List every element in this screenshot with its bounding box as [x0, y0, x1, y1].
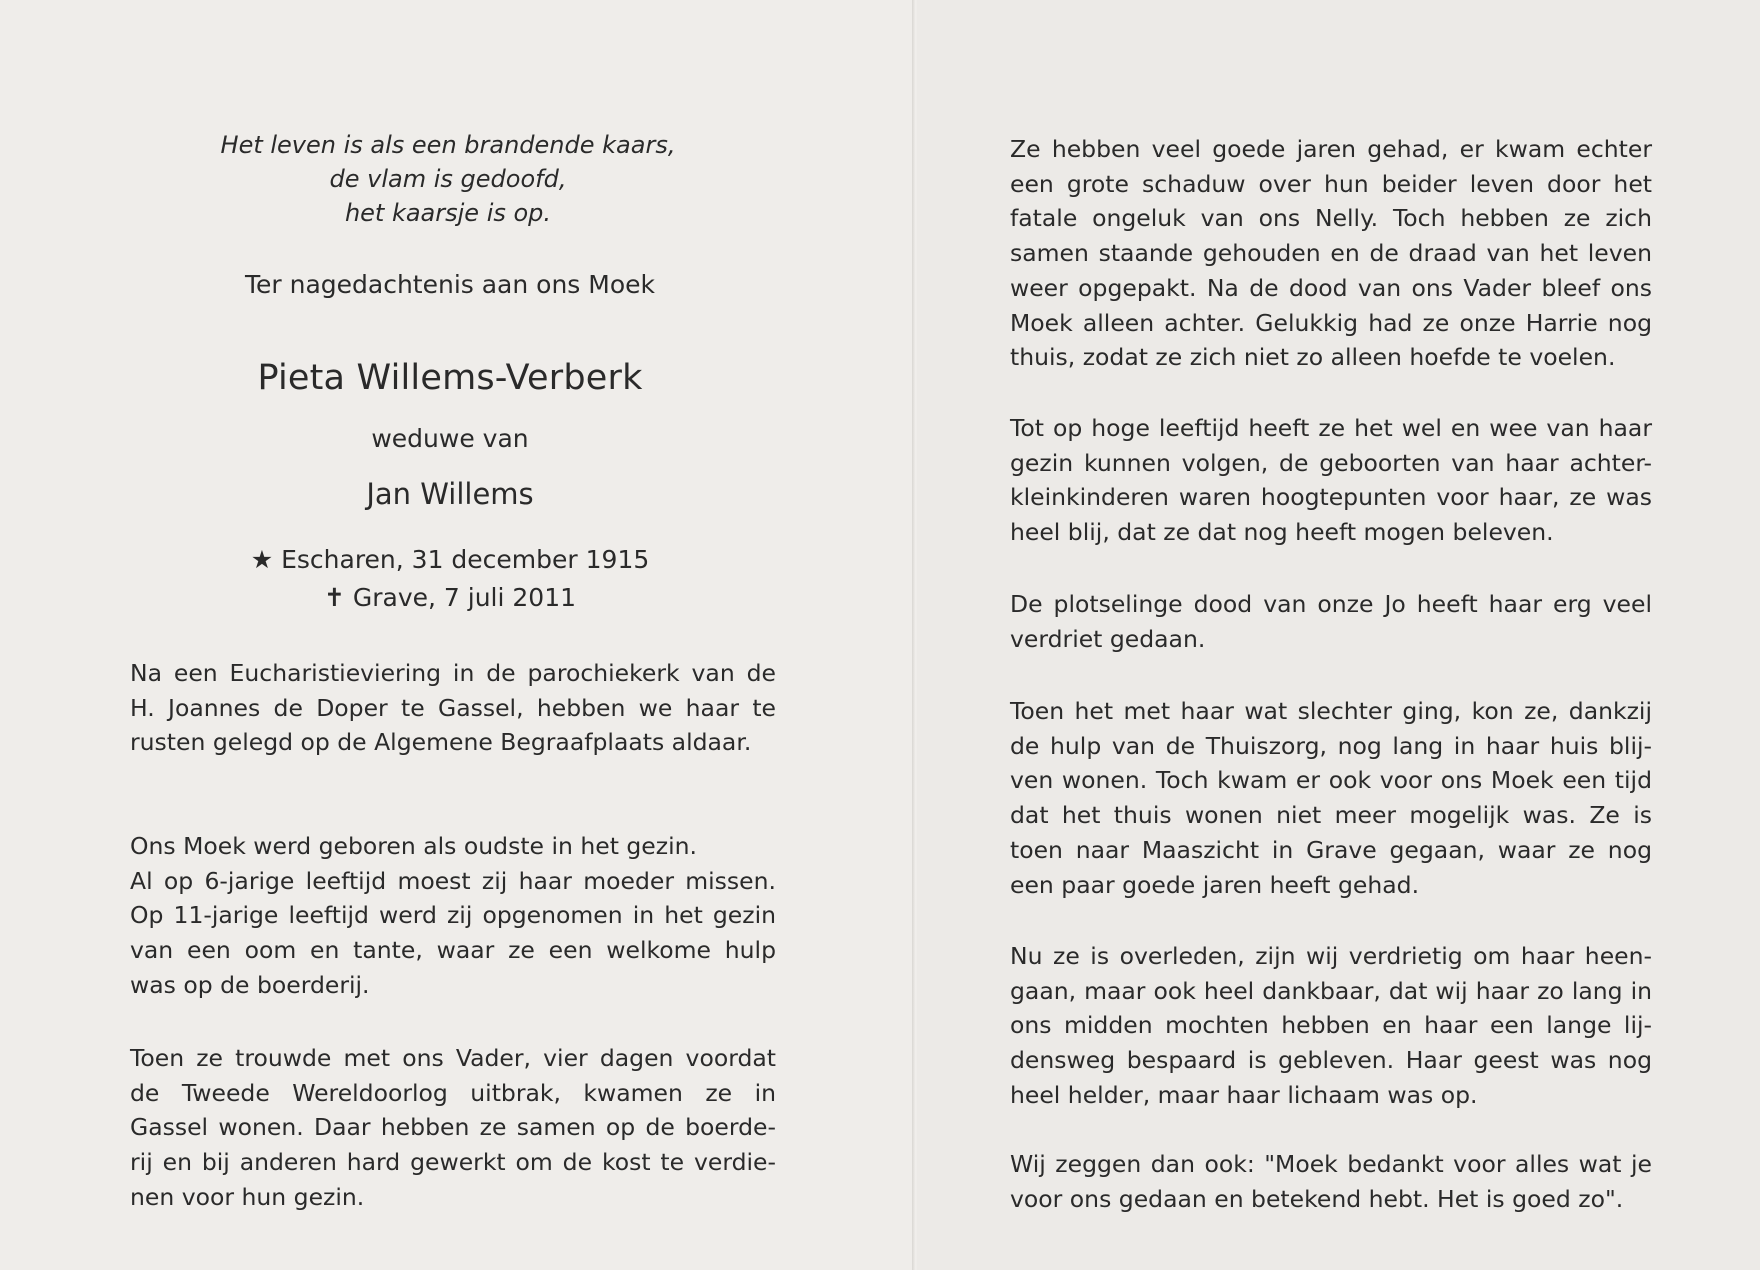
poem-line: het kaarsje is op.: [344, 199, 552, 227]
text-line: H. Joannes de Doper te Gassel, hebben we haar te: [130, 693, 776, 722]
text-line: kleinkinderen waren hoogtepunten voor haar, ze was: [1010, 483, 1652, 512]
text-line: densweg bespaard is gebleven. Haar geest was nog: [1010, 1046, 1652, 1075]
childhood-paragraph: [130, 829, 776, 1003]
text-line: ons midden mochten hebben en haar een lange lij-: [1010, 1011, 1652, 1040]
text-line: weer opgepakt. Na de dood van ons Vader bleef ons: [1010, 273, 1652, 302]
poem-line: de vlam is gedoofd,: [329, 165, 567, 193]
text-line: van een oom en tante, waar ze een welkome hulp: [130, 936, 776, 965]
text-line: gaan, maar ook heel dankbaar, dat wij haar zo lang in: [1010, 976, 1652, 1005]
birth-line: ★ Escharen, 31 december 1915: [250, 545, 650, 574]
text-line: heel helder, maar haar lichaam was op.: [1010, 1080, 1478, 1109]
text-line: heel blij, dat ze dat nog heeft mogen beleven.: [1010, 518, 1554, 547]
text-line: de hulp van de Thuiszorg, nog lang in haar huis blij-: [1010, 731, 1652, 760]
death-line: ✝ Grave, 7 juli 2011: [323, 583, 577, 612]
funeral-paragraph: [130, 656, 776, 760]
passing-paragraph: [1010, 939, 1652, 1113]
care-paragraph: [1010, 694, 1652, 902]
text-line: dat het thuis wonen niet meer mogelijk was. Ze is: [1010, 801, 1652, 830]
text-line: nen voor hun gezin.: [130, 1182, 365, 1211]
text-line: Ze hebben veel goede jaren gehad, er kwam echter: [1010, 135, 1652, 163]
text-line: toen naar Maaszicht in Grave gegaan, waar ze nog: [1010, 835, 1652, 864]
life-dates: [200, 541, 700, 617]
dedication-line: Ter nagedachtenis aan ons Moek: [244, 270, 656, 299]
text-line: Gassel wonen. Daar hebben ze samen op de boerde-: [130, 1113, 776, 1142]
text-line: rusten gelegd op de Algemene Begraafplaats aldaar.: [130, 728, 752, 757]
text-line: was op de boerderij.: [130, 970, 370, 999]
text-line: de Tweede Wereldoorlog uitbrak, kwamen ze in: [130, 1078, 776, 1107]
family-paragraph: [1010, 411, 1652, 550]
text-line: Al op 6-jarige leeftijd moest zij haar moeder missen.: [130, 866, 776, 895]
text-line: Op 11-jarige leeftijd werd zij opgenomen in het gezin: [130, 901, 776, 930]
text-line: Wij zeggen dan ook: "Moek bedankt voor alles wat je: [1010, 1150, 1652, 1178]
text-line: een paar goede jaren heeft gehad.: [1010, 870, 1420, 899]
marriage-paragraph: [130, 1041, 776, 1215]
years-paragraph: [1010, 132, 1652, 375]
text-line: gezin kunnen volgen, de geboorten van haar achter-: [1010, 448, 1652, 477]
text-line: Nu ze is overleden, zijn wij verdrietig om haar heen-: [1010, 942, 1652, 970]
text-line: Toen ze trouwde met ons Vader, vier dagen voordat: [130, 1044, 776, 1072]
text-line: verdriet gedaan.: [1010, 624, 1206, 653]
grief-paragraph: [1010, 587, 1652, 656]
text-line: Ons Moek werd geboren als oudste in het gezin.: [130, 832, 697, 860]
text-line: Toen het met haar wat slechter ging, kon ze, dankzij: [1010, 697, 1652, 725]
thanks-paragraph: [1010, 1147, 1652, 1216]
text-line: thuis, zodat ze zich niet zo alleen hoefde te voelen.: [1010, 343, 1616, 372]
text-line: rij en bij anderen hard gewerkt om de kost te verdie-: [130, 1148, 776, 1177]
deceased-name: Pieta Willems-Verberk: [257, 358, 643, 398]
text-line: fatale ongeluk van ons Nelly. Toch hebben ze zich: [1010, 204, 1652, 233]
husband-name: Jan Willems: [366, 477, 534, 511]
text-line: De plotselinge dood van onze Jo heeft haar erg veel: [1010, 590, 1652, 618]
text-line: een grote schaduw over hun beider leven door het: [1010, 169, 1652, 198]
text-line: Na een Eucharistieviering in de parochiekerk van de: [130, 659, 776, 687]
widow-of-label: weduwe van: [371, 424, 529, 453]
text-line: Tot op hoge leeftijd heeft ze het wel en wee van haar: [1010, 414, 1652, 442]
text-line: voor ons gedaan en betekend hebt. Het is goed zo".: [1010, 1184, 1624, 1213]
poem-line: Het leven is als een brandende kaars,: [220, 131, 676, 159]
text-line: ven wonen. Toch kwam er ook voor ons Moek een tijd: [1010, 766, 1652, 795]
text-line: Moek alleen achter. Gelukkig had ze onze Harrie nog: [1010, 308, 1652, 337]
text-line: samen staande gehouden en de draad van het leven: [1010, 239, 1652, 268]
poem: [190, 128, 706, 230]
